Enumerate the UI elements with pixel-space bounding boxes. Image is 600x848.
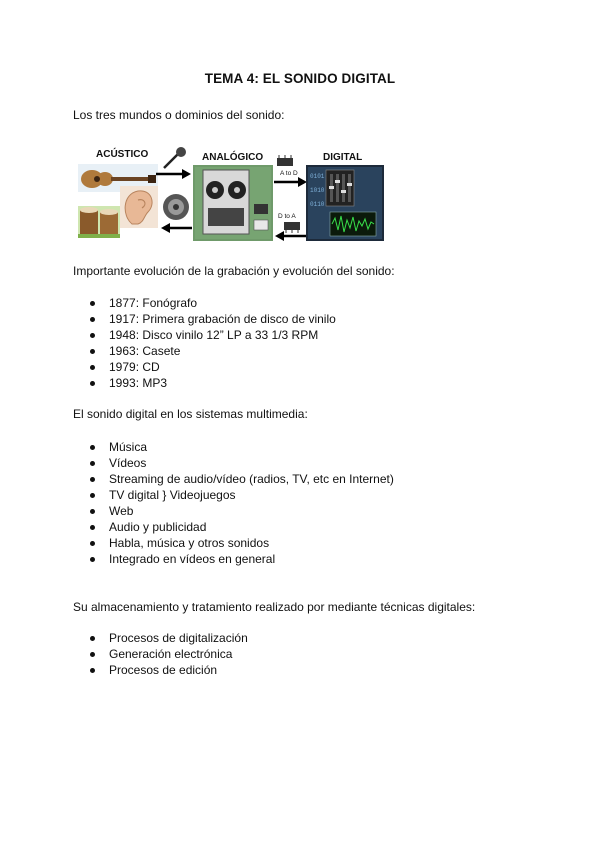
svg-text:0101: 0101 — [310, 173, 325, 180]
page-title: TEMA 4: EL SONIDO DIGITAL — [204, 71, 396, 86]
speaker-icon — [162, 192, 190, 222]
svg-text:0110: 0110 — [310, 201, 325, 208]
bullet-icon — [90, 333, 95, 338]
intro-text: Los tres mundos o dominios del sonido: — [73, 108, 285, 122]
bullet-icon — [90, 668, 95, 673]
microphone-icon — [164, 147, 186, 168]
bullet-icon — [90, 317, 95, 322]
bullet-icon — [90, 493, 95, 498]
d-to-a-label: D to A — [278, 213, 296, 220]
sound-domains-diagram — [78, 146, 384, 244]
svg-text:1010: 1010 — [310, 187, 325, 194]
bullet-icon — [90, 525, 95, 530]
bullet-icon — [90, 652, 95, 657]
ear-icon — [120, 186, 158, 228]
bullet-icon — [90, 381, 95, 386]
arrow-acoustic-to-analog-icon — [156, 169, 191, 179]
storage-heading: Su almacenamiento y tratamiento realizado por mediante técnicas digitales: — [73, 600, 476, 614]
a-to-d-label: A to D — [280, 170, 298, 177]
tape-recorder-icon — [193, 165, 273, 241]
bullet-icon — [90, 365, 95, 370]
a-to-d-chip-icon — [274, 155, 307, 187]
bullet-icon — [90, 349, 95, 354]
analog-label: ANALÓGICO — [202, 152, 264, 163]
digital-label: DIGITAL — [323, 152, 363, 163]
bullet-icon — [90, 477, 95, 482]
bullet-icon — [90, 557, 95, 562]
arrow-analog-to-acoustic-icon — [161, 223, 192, 233]
acoustic-label: ACÚSTICO — [96, 149, 149, 160]
bullet-icon — [90, 461, 95, 466]
waveform-icon — [330, 212, 376, 236]
bullet-icon — [90, 445, 95, 450]
bullet-icon — [90, 541, 95, 546]
bongo-drums-icon — [78, 206, 120, 238]
bullet-icon — [90, 636, 95, 641]
bullet-icon — [90, 509, 95, 514]
bullet-icon — [90, 301, 95, 306]
d-to-a-chip-icon — [275, 213, 306, 241]
evolution-heading: Importante evolución de la grabación y evolución del sonido: — [73, 264, 395, 278]
multimedia-heading: El sonido digital en los sistemas multimedia: — [73, 407, 308, 421]
